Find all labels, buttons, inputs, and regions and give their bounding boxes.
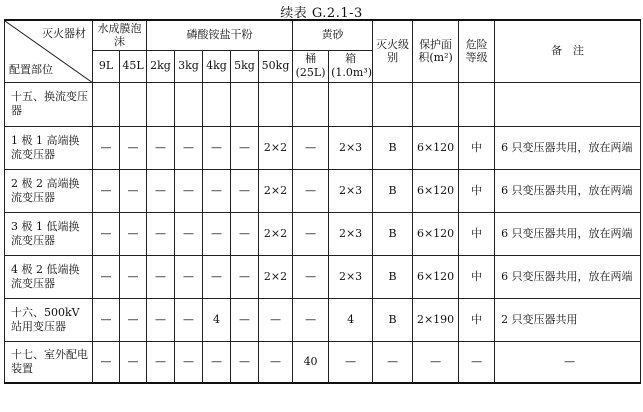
- diag-bottom-label: 配置部位: [9, 62, 53, 76]
- value-cell: 6×120: [413, 212, 459, 255]
- value-cell: 2×3: [329, 126, 373, 169]
- value-cell: 4: [329, 298, 373, 341]
- protect-area-header: 保护面积(m²): [413, 20, 459, 82]
- value-cell: —: [293, 212, 329, 255]
- value-cell: —: [293, 255, 329, 298]
- powder-header: 磷酸铵盐干粉: [147, 20, 293, 50]
- value-cell: B: [373, 298, 413, 341]
- location-cell: 1 极 1 高端换流变压器: [5, 126, 93, 169]
- value-cell: —: [175, 341, 203, 383]
- value-cell: —: [231, 169, 259, 212]
- foam-header: 水成膜泡沫: [93, 20, 147, 50]
- extinguisher-table: [4, 19, 641, 384]
- value-cell: [231, 82, 259, 126]
- remarks-cell: 6 只变压器共用，放在两端: [495, 255, 641, 298]
- value-cell: —: [203, 169, 231, 212]
- value-cell: —: [93, 341, 120, 383]
- value-cell: —: [203, 341, 231, 383]
- powder-size: 5kg: [231, 50, 259, 82]
- value-cell: —: [93, 255, 120, 298]
- remarks-header: 备 注: [495, 20, 641, 82]
- powder-size: 2kg: [147, 50, 175, 82]
- value-cell: —: [293, 169, 329, 212]
- value-cell: —: [175, 255, 203, 298]
- value-cell: —: [231, 255, 259, 298]
- value-cell: —: [373, 341, 413, 383]
- value-cell: —: [203, 126, 231, 169]
- location-cell: 十六、500kV 站用变压器: [5, 298, 93, 341]
- value-cell: —: [147, 126, 175, 169]
- value-cell: 中: [459, 255, 495, 298]
- remarks-cell: —: [495, 341, 641, 383]
- value-cell: [413, 82, 459, 126]
- value-cell: —: [120, 169, 147, 212]
- value-cell: 6×120: [413, 169, 459, 212]
- value-cell: —: [203, 212, 231, 255]
- remarks-cell: 2 只变压器共用: [495, 298, 641, 341]
- sand-box: 箱(1.0m³): [329, 50, 373, 82]
- value-cell: —: [259, 298, 293, 341]
- value-cell: [373, 82, 413, 126]
- location-cell: 十五、换流变压器: [5, 82, 93, 126]
- value-cell: —: [93, 169, 120, 212]
- value-cell: B: [373, 255, 413, 298]
- remarks-cell: 6 只变压器共用，放在两端: [495, 169, 641, 212]
- value-cell: —: [120, 212, 147, 255]
- powder-size: 50kg: [259, 50, 293, 82]
- value-cell: 中: [459, 212, 495, 255]
- value-cell: —: [147, 341, 175, 383]
- value-cell: —: [120, 255, 147, 298]
- value-cell: —: [120, 126, 147, 169]
- location-cell: 十七、室外配电装置: [5, 341, 93, 383]
- value-cell: 6×120: [413, 126, 459, 169]
- value-cell: —: [175, 126, 203, 169]
- remarks-cell: 6 只变压器共用，放在两端: [495, 126, 641, 169]
- value-cell: —: [93, 212, 120, 255]
- foam-size: 45L: [120, 50, 147, 82]
- value-cell: B: [373, 169, 413, 212]
- value-cell: [459, 82, 495, 126]
- value-cell: B: [373, 126, 413, 169]
- value-cell: [175, 82, 203, 126]
- remarks-cell: 6 只变压器共用，放在两端: [495, 212, 641, 255]
- value-cell: 2×3: [329, 169, 373, 212]
- table-row: [5, 298, 641, 341]
- value-cell: [259, 82, 293, 126]
- value-cell: —: [147, 298, 175, 341]
- value-cell: [147, 82, 175, 126]
- value-cell: [329, 82, 373, 126]
- value-cell: —: [231, 212, 259, 255]
- sand-header: 黄砂: [293, 20, 373, 50]
- value-cell: [203, 82, 231, 126]
- value-cell: 2×2: [259, 255, 293, 298]
- value-cell: 4: [203, 298, 231, 341]
- table-row: [5, 82, 641, 126]
- value-cell: —: [93, 126, 120, 169]
- danger-header: 危险等级: [459, 20, 495, 82]
- value-cell: 6×120: [413, 255, 459, 298]
- powder-size: 3kg: [175, 50, 203, 82]
- diagonal-header-cell: [5, 20, 93, 82]
- value-cell: —: [120, 298, 147, 341]
- value-cell: 2×3: [329, 255, 373, 298]
- table-row: [5, 255, 641, 298]
- value-cell: B: [373, 212, 413, 255]
- value-cell: —: [459, 341, 495, 383]
- value-cell: 中: [459, 169, 495, 212]
- value-cell: —: [147, 212, 175, 255]
- foam-size: 9L: [93, 50, 120, 82]
- value-cell: [293, 82, 329, 126]
- value-cell: —: [147, 169, 175, 212]
- value-cell: 40: [293, 341, 329, 383]
- value-cell: [93, 82, 120, 126]
- sand-bucket: 桶(25L): [293, 50, 329, 82]
- table-caption: 续表 G.2.1-3: [280, 6, 363, 21]
- table-row: [5, 341, 641, 383]
- value-cell: —: [93, 298, 120, 341]
- fire-level-header: 灭火级别: [373, 20, 413, 82]
- value-cell: —: [231, 126, 259, 169]
- value-cell: —: [413, 341, 459, 383]
- value-cell: —: [203, 255, 231, 298]
- remarks-cell: [495, 82, 641, 126]
- value-cell: —: [120, 341, 147, 383]
- value-cell: 2×2: [259, 169, 293, 212]
- location-cell: 2 极 2 高端换流变压器: [5, 169, 93, 212]
- table-row: [5, 212, 641, 255]
- value-cell: 2×2: [259, 212, 293, 255]
- value-cell: —: [231, 298, 259, 341]
- diag-top-label: 灭火器材: [42, 27, 86, 40]
- value-cell: [120, 82, 147, 126]
- powder-size: 4kg: [203, 50, 231, 82]
- value-cell: 中: [459, 126, 495, 169]
- table-row: [5, 126, 641, 169]
- location-cell: 4 极 2 低端换流变压器: [5, 255, 93, 298]
- value-cell: 2×2: [259, 126, 293, 169]
- value-cell: —: [293, 298, 329, 341]
- value-cell: 中: [459, 298, 495, 341]
- location-cell: 3 极 1 低端换流变压器: [5, 212, 93, 255]
- value-cell: —: [175, 212, 203, 255]
- value-cell: —: [259, 341, 293, 383]
- value-cell: —: [147, 255, 175, 298]
- value-cell: 2×3: [329, 212, 373, 255]
- value-cell: 2×190: [413, 298, 459, 341]
- value-cell: —: [329, 341, 373, 383]
- table-row: [5, 169, 641, 212]
- value-cell: —: [175, 298, 203, 341]
- value-cell: —: [175, 169, 203, 212]
- value-cell: —: [293, 126, 329, 169]
- value-cell: —: [231, 341, 259, 383]
